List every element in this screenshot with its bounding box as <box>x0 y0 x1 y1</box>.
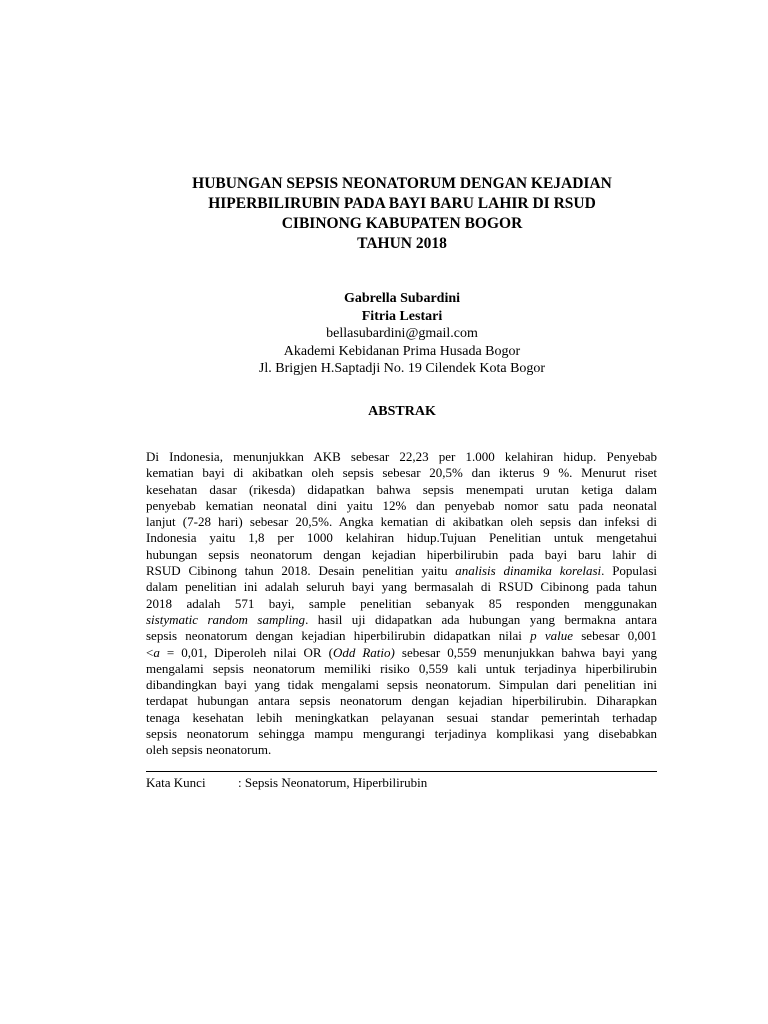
abstract-line: dibandingkan bayi yang tidak mengalami sepsis neonatorum. Simpulan dari penelitian ini <box>146 677 657 693</box>
abstract-text: . Populasi <box>601 563 657 579</box>
abstract-italic-text: p value <box>530 628 573 644</box>
abstract-heading: ABSTRAK <box>368 404 436 419</box>
author-name: Gabrella Subardini <box>343 291 461 306</box>
abstract-line: kesehatan dasar (rikesda) didapatkan bahwa sepsis menempati urutan ketiga dalam <box>146 481 657 497</box>
abstract-body <box>146 449 657 759</box>
abstract-line <box>146 628 657 644</box>
abstract-line <box>146 645 657 661</box>
keywords-row <box>146 775 657 791</box>
abstract-italic-text: Odd Ratio) <box>332 644 395 660</box>
keywords-divider <box>146 771 657 772</box>
abstract-line: Di Indonesia, menunjukkan AKB sebesar 22,23 per 1.000 kelahiran hidup. Penyebab <box>146 449 657 464</box>
abstract-text: sebesar 0,559 menunjukkan bahwa bayi yang <box>394 644 658 660</box>
abstract-line: oleh sepsis neonatorum. <box>146 742 272 758</box>
keywords-label: Kata Kunci <box>146 775 206 790</box>
abstract-text: = 0,01, Diperoleh nilai OR ( <box>159 644 333 660</box>
abstract-italic-text: sistymatic random sampling <box>146 611 306 627</box>
abstract-line: mengalami sepsis neonatorum memiliki risiko 0,559 kali untuk terjadinya hiperbilirubin <box>146 660 657 676</box>
title-line: TAHUN 2018 <box>357 235 447 252</box>
abstract-line: tenaga kesehatan lebih meningkatkan pelayanan sesuai standar pemerintah terhadap <box>146 709 657 725</box>
abstract-line: hubungan sepsis neonatorum dengan kejadian hiperbilirubin pada bayi baru lahir di <box>146 546 657 562</box>
title-line: CIBINONG KABUPATEN BOGOR <box>281 215 523 232</box>
author-name: Fitria Lestari <box>361 308 443 324</box>
abstract-line: sepsis neonatorum sehingga mampu mengurangi terjadinya komplikasi yang disebabkan <box>146 726 657 742</box>
abstract-line: 2018 adalah 571 bayi, sample penelitian sebanyak 85 responden menggunakan <box>146 595 657 611</box>
abstract-line <box>146 612 657 628</box>
abstract-line <box>146 563 657 579</box>
abstract-italic-text: a <box>153 644 160 660</box>
abstract-text: < <box>146 644 154 660</box>
abstract-text: sepsis neonatorum dengan kejadian hiperbilirubin didapatkan nilai <box>146 628 531 644</box>
author-email: bellasubardini@gmail.com <box>326 326 478 341</box>
abstract-text: RSUD Cibinong tahun 2018. Desain penelitian yaitu <box>146 563 456 579</box>
author-block <box>100 290 704 378</box>
title-line: HIPERBILIRUBIN PADA BAYI BARU LAHIR DI RSUD <box>208 195 596 212</box>
abstract-line: dalam penelitian ini adalah seluruh bayi yang bermasalah di RSUD Cibinong pada tahun <box>146 579 657 595</box>
abstract-italic-text: analisis dinamika korelasi <box>455 563 602 579</box>
abstract-line: kematian bayi di akibatkan oleh sepsis sebesar 20,5% dan ikterus 9 %. Menurut riset <box>146 465 657 481</box>
abstract-line: terdapat hubungan antara sepsis neonatorum dengan kejadian hiperbilirubin. Diharapkan <box>146 693 657 709</box>
author-affiliation: Akademi Kebidanan Prima Husada Bogor <box>283 343 521 359</box>
paper-title <box>100 174 704 254</box>
author-address: Jl. Brigjen H.Saptadji No. 19 Cilendek Kota Bogor <box>258 361 546 376</box>
abstract-text: sebesar 0,001 <box>573 628 658 644</box>
abstract-line: penyebab kematian neonatal dini yaitu 12% dan penyebab nomor satu pada neonatal <box>146 497 657 513</box>
abstract-line: lanjut (7-28 hari) sebesar 20,5%. Angka kematian di akibatkan oleh sepsis dan infeksi di <box>146 514 657 530</box>
abstract-text: . hasil uji didapatkan ada hubungan yang bermakna antara <box>305 611 657 627</box>
abstract-line: Indonesia yaitu 1,8 per 1000 kelahiran hidup.Tujuan Penelitian untuk mengetahui <box>146 530 657 546</box>
keywords-value: : Sepsis Neonatorum, Hiperbilirubin <box>238 775 428 790</box>
title-line: HUBUNGAN SEPSIS NEONATORUM DENGAN KEJADIAN <box>192 175 612 192</box>
